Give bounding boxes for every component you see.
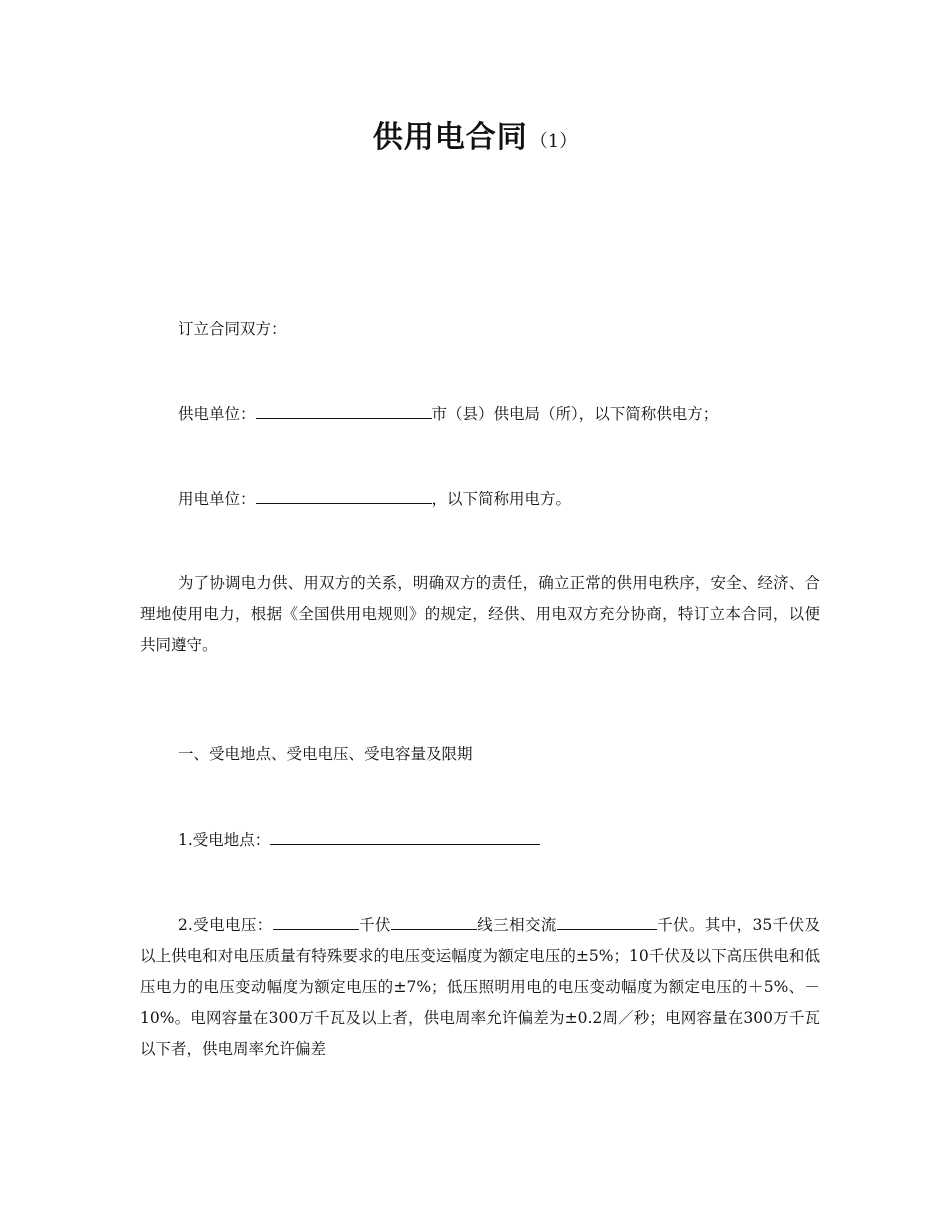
consumer-label: 用电单位： xyxy=(178,490,256,508)
item1-label: 1.受电地点： xyxy=(178,831,271,849)
document-title xyxy=(0,112,950,156)
item2-unit3: 千伏。 xyxy=(656,916,705,934)
item2-paragraph xyxy=(140,910,820,1065)
consumer-after: ，以下简称用电方。 xyxy=(431,490,572,508)
title-suffix: （1） xyxy=(529,131,578,152)
title-main: 供用电合同 xyxy=(372,120,528,155)
item2-rest: 其中，35千伏及以上供电和对电压质量有特殊要求的电压变运幅度为额定电压的±5%；10千伏及以下高压供电和低压电力的电压变动幅度为额定电压的±7%；低压照明用电的电压变动幅度为额定电压的＋5%、－10%。电网容量在300万千瓦及以上者，供电周率允许偏差为±0.2周／秒；电网容量在300万千瓦以下者，供电周率允许偏差 xyxy=(140,916,820,1058)
voltage-blank-1[interactable] xyxy=(273,914,359,930)
item2-label: 2.受电电压： xyxy=(178,916,273,934)
preamble-text: 为了协调电力供、用双方的关系，明确双方的责任，确立正常的供用电秩序，安全、经济、合理地使用电力，根据《全国供用电规则》的规定，经供、用电双方充分协商，特订立本合同，以便共同遵守。 xyxy=(140,574,820,654)
item2-unit1: 千伏 xyxy=(358,916,391,934)
item2-unit2: 线三相交流 xyxy=(476,916,557,934)
consumer-name-blank[interactable] xyxy=(256,488,432,504)
supplier-name-blank[interactable] xyxy=(256,403,432,419)
supplier-after: 市（县）供电局（所），以下简称供电方； xyxy=(431,405,719,423)
section1-heading-text: 一、受电地点、受电电压、受电容量及限期 xyxy=(178,745,473,763)
parties-intro xyxy=(140,314,820,345)
voltage-blank-2[interactable] xyxy=(391,914,477,930)
supplier-label: 供电单位： xyxy=(178,405,256,423)
consumer-line xyxy=(140,484,820,515)
item1-line xyxy=(140,825,820,856)
parties-intro-text: 订立合同双方： xyxy=(178,320,287,338)
receiving-location-blank[interactable] xyxy=(270,829,540,845)
preamble-paragraph xyxy=(140,568,820,661)
section1-heading xyxy=(140,739,820,770)
voltage-blank-3[interactable] xyxy=(557,914,657,930)
supplier-line xyxy=(140,399,820,430)
